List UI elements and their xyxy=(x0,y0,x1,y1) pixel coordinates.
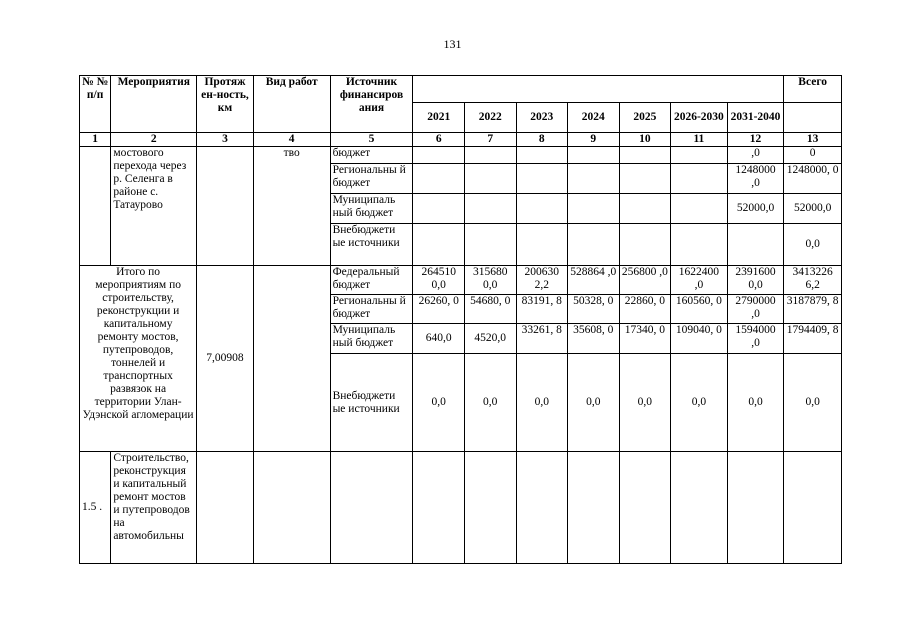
block1-event: мостового перехода через р. Селенга в районе с. Татаурово xyxy=(111,147,197,266)
value-cell: 2790000 ,0 xyxy=(727,295,784,324)
value-cell: 17340, 0 xyxy=(619,324,671,354)
header-year: 2024 xyxy=(568,103,620,133)
value-cell: 26260, 0 xyxy=(413,295,465,324)
value-cell xyxy=(516,224,568,266)
value-cell xyxy=(568,164,620,194)
value-cell xyxy=(568,194,620,224)
block3-event: Строительство, реконструкция и капитальный ремонт мостов и путепроводов на автомобильны xyxy=(111,452,197,564)
header-work-type: Вид работ xyxy=(253,76,330,133)
header-source: Источник финансиров ания xyxy=(330,76,413,133)
value-cell xyxy=(516,194,568,224)
value-cell: 1622400 ,0 xyxy=(671,266,728,295)
value-cell xyxy=(619,164,671,194)
financing-table xyxy=(79,75,842,564)
value-cell: 3187879, 8 xyxy=(784,295,842,324)
col-number: 12 xyxy=(727,133,784,147)
block1-work-type: тво xyxy=(253,147,330,266)
empty-cell xyxy=(197,452,254,564)
header-event: Мероприятия xyxy=(111,76,197,133)
value-cell: 0,0 xyxy=(464,354,516,452)
header-year: 2031-2040 xyxy=(727,103,784,133)
source-cell: Муниципаль ный бюджет xyxy=(330,194,413,224)
header-year: 2023 xyxy=(516,103,568,133)
empty-cell xyxy=(330,452,413,564)
value-cell: 1248000, 0 xyxy=(784,164,842,194)
value-cell: 0,0 xyxy=(516,354,568,452)
block3-num: 1.5 . xyxy=(80,452,111,564)
value-cell: 50328, 0 xyxy=(568,295,620,324)
value-cell xyxy=(671,147,728,164)
value-cell xyxy=(516,164,568,194)
value-cell xyxy=(464,224,516,266)
value-cell: 1794409, 8 xyxy=(784,324,842,354)
empty-cell xyxy=(568,452,620,564)
value-cell xyxy=(464,194,516,224)
value-cell: 0,0 xyxy=(727,354,784,452)
value-cell xyxy=(516,147,568,164)
value-cell xyxy=(619,224,671,266)
header-total: Всего xyxy=(784,76,842,103)
value-cell: 1594000 ,0 xyxy=(727,324,784,354)
value-cell: 35608, 0 xyxy=(568,324,620,354)
col-number: 9 xyxy=(568,133,620,147)
value-cell: 3413226 6,2 xyxy=(784,266,842,295)
header-year: 2026-2030 xyxy=(671,103,728,133)
value-cell xyxy=(619,147,671,164)
value-cell: 256800 ,0 xyxy=(619,266,671,295)
value-cell xyxy=(413,194,465,224)
value-cell: 528864 ,0 xyxy=(568,266,620,295)
value-cell: 0,0 xyxy=(671,354,728,452)
value-cell xyxy=(619,194,671,224)
value-cell: 264510 0,0 xyxy=(413,266,465,295)
value-cell: 200630 2,2 xyxy=(516,266,568,295)
block2-event: Итого по мероприятиям по строительству, реконструкции и капитальному ремонту мостов, путепроводов, тоннелей и транспортных развязок на территории Улан-Удэнской агломерации xyxy=(80,266,197,452)
value-cell xyxy=(413,164,465,194)
empty-cell xyxy=(516,452,568,564)
value-cell: 52000,0 xyxy=(784,194,842,224)
block1-num xyxy=(80,147,111,266)
header-year: 2025 xyxy=(619,103,671,133)
value-cell: 22860, 0 xyxy=(619,295,671,324)
value-cell xyxy=(413,224,465,266)
value-cell: 109040, 0 xyxy=(671,324,728,354)
empty-cell xyxy=(671,452,728,564)
source-cell: Муниципаль ный бюджет xyxy=(330,324,413,354)
header-year: 2022 xyxy=(464,103,516,133)
source-cell: Внебюджети ые источники xyxy=(330,224,413,266)
empty-cell xyxy=(784,452,842,564)
col-number: 2 xyxy=(111,133,197,147)
value-cell: 0,0 xyxy=(619,354,671,452)
value-cell xyxy=(464,164,516,194)
value-cell: 1248000 ,0 xyxy=(727,164,784,194)
empty-cell xyxy=(464,452,516,564)
source-cell: Региональны й бюджет xyxy=(330,164,413,194)
source-cell: бюджет xyxy=(330,147,413,164)
value-cell: 315680 0,0 xyxy=(464,266,516,295)
empty-cell xyxy=(413,452,465,564)
col-number: 5 xyxy=(330,133,413,147)
col-number: 6 xyxy=(413,133,465,147)
header-year: 2021 xyxy=(413,103,465,133)
value-cell: 0,0 xyxy=(784,224,842,266)
col-number: 4 xyxy=(253,133,330,147)
block2-length: 7,00908 xyxy=(197,266,254,452)
value-cell xyxy=(671,194,728,224)
empty-cell xyxy=(727,452,784,564)
value-cell xyxy=(671,164,728,194)
header-num: № № п/п xyxy=(80,76,111,133)
value-cell xyxy=(568,224,620,266)
value-cell: 83191, 8 xyxy=(516,295,568,324)
value-cell: ,0 xyxy=(727,147,784,164)
block2-work-type xyxy=(253,266,330,452)
col-number: 7 xyxy=(464,133,516,147)
source-cell: Внебюджети ые источники xyxy=(330,354,413,452)
col-number: 3 xyxy=(197,133,254,147)
value-cell: 4520,0 xyxy=(464,324,516,354)
source-cell: Региональны й бюджет xyxy=(330,295,413,324)
page-number: 131 xyxy=(443,37,462,51)
value-cell: 0,0 xyxy=(413,354,465,452)
block1-length xyxy=(197,147,254,266)
value-cell: 2391600 0,0 xyxy=(727,266,784,295)
value-cell: 0,0 xyxy=(784,354,842,452)
empty-cell xyxy=(619,452,671,564)
source-cell: Федеральный бюджет xyxy=(330,266,413,295)
col-number: 10 xyxy=(619,133,671,147)
value-cell xyxy=(671,224,728,266)
value-cell xyxy=(464,147,516,164)
col-number: 1 xyxy=(80,133,111,147)
col-number: 13 xyxy=(784,133,842,147)
value-cell: 640,0 xyxy=(413,324,465,354)
value-cell xyxy=(413,147,465,164)
value-cell xyxy=(727,224,784,266)
header-years-group xyxy=(413,76,784,103)
empty-cell xyxy=(253,452,330,564)
col-number: 8 xyxy=(516,133,568,147)
value-cell: 52000,0 xyxy=(727,194,784,224)
value-cell: 54680, 0 xyxy=(464,295,516,324)
header-blank xyxy=(784,103,842,133)
col-number: 11 xyxy=(671,133,728,147)
value-cell: 160560, 0 xyxy=(671,295,728,324)
header-length: Протяж ен-ность, км xyxy=(197,76,254,133)
value-cell xyxy=(568,147,620,164)
value-cell: 33261, 8 xyxy=(516,324,568,354)
value-cell: 0 xyxy=(784,147,842,164)
value-cell: 0,0 xyxy=(568,354,620,452)
